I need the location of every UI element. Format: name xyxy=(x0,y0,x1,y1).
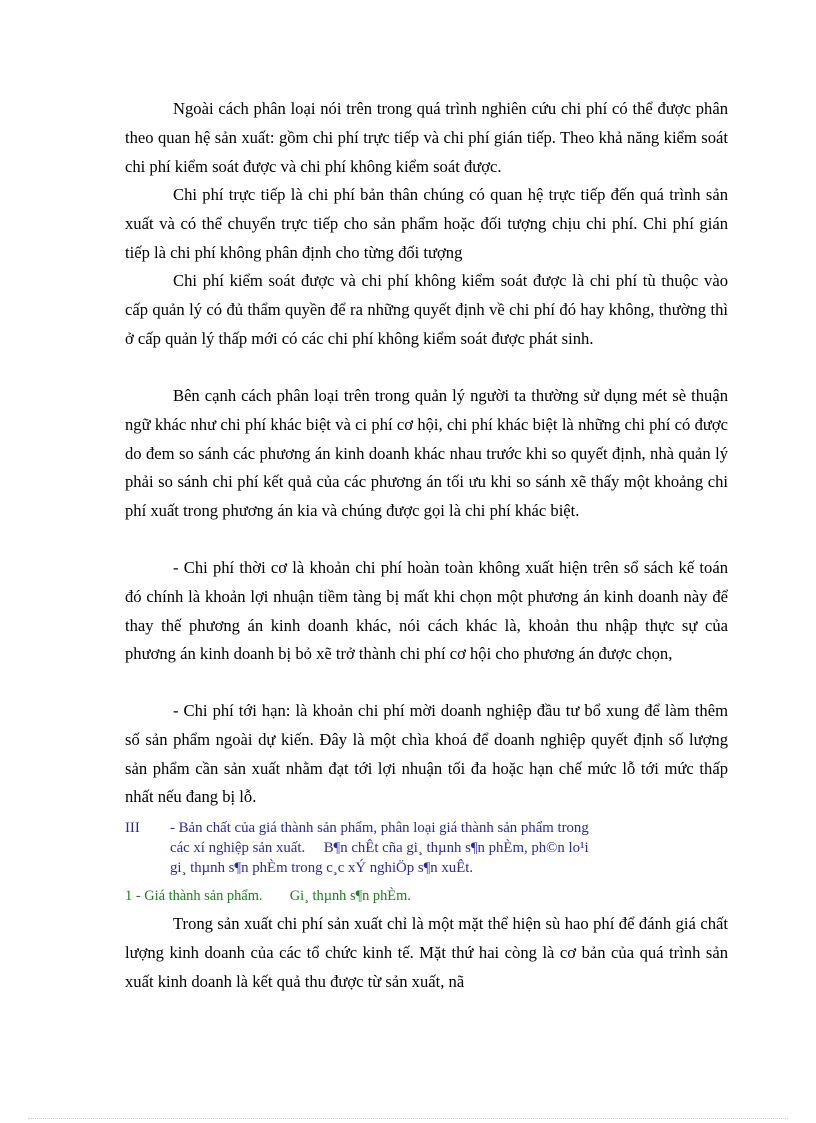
paragraph-controllable-cost: Chi phí kiểm soát được và chi phí không kiểm soát được là chi phí tù thuộc vào cấp quản lý có đủ thẩm quyền để ra những quyết định về chi phí đó hay không, thường thì ở cấp quản lý thấp mới có các chi phí không kiểm soát được phát sinh. xyxy=(125,271,728,348)
section-title-line1: - Bản chất của giá thành sản phẩm, phân loại giá thành sản phẩm trong xyxy=(170,820,589,836)
paragraph-direct-cost: Chi phí trực tiếp là chi phí bản thân chúng có quan hệ trực tiếp đến quá trình sản xuất và có thể chuyển trực tiếp cho sản phẩm hoặc đối tượng chịu chi phí. Chi phí gián tiếp là chi phí không phân định cho từng đối tượng xyxy=(125,185,728,262)
paragraph-production-cost: Trong sản xuất chi phí sản xuất chỉ là một mặt thể hiện sù hao phí để đánh giá chất lượng kinh doanh của các tổ chức kinh tế. Mặt thứ hai còng là cơ bản của quá trình sản xuất kinh doanh là kết quả thu được từ sản xuất, nã xyxy=(125,914,728,991)
section-heading xyxy=(125,818,730,878)
subsection-heading xyxy=(125,886,411,906)
section-title-line3: gi¸ thµnh s¶n phÈm trong c¸c xÝ nghiÖp s¶n xuÊt. xyxy=(170,860,474,876)
subsection-number: 1 xyxy=(125,888,133,904)
page-bottom-divider xyxy=(28,1118,788,1119)
section-title-line2: các xí nghiệp sản xuất. B¶n chÊt cña gi¸ thµnh s¶n phÈm, ph©n lo¹i xyxy=(170,840,589,856)
paragraph-differential-cost: Bên cạnh cách phân loại trên trong quản lý người ta thường sử dụng mét sè thuận ngữ khác như chi phí khác biệt và ci phí cơ hội, chi phí khác biệt là những chi phí có được do đem so sánh các phương án kinh doanh khác nhau trước khi so quyết định, nhà quản lý phải so sánh chi phí kết quả của các phương án tối ưu khi so sánh xẽ thấy một khoảng chi phí xuất trong phương án kia và chúng được gọi là chi phí khác biệt. xyxy=(125,386,728,521)
paragraph-classification: Ngoài cách phân loại nói trên trong quá trình nghiên cứu chi phí có thể được phân theo quan hệ sản xuất: gồm chi phí trực tiếp và chi phí gián tiếp. Theo khả năng kiểm soát chi phí kiểm soát được và chi phí không kiểm soát được. xyxy=(125,99,728,176)
paragraph-marginal-cost: - Chi phí tới hạn: là khoản chi phí mời doanh nghiệp đầu tư bổ xung để làm thêm số sản phẩm ngoài dự kiến. Đây là một chìa khoá để doanh nghiệp quyết định số lượng sản phẩm cần sản xuất nhằm đạt tới lợi nhuận tối đa hoặc hạn chế mức lỗ tới mức thấp nhất nếu đang bị lỗ. xyxy=(125,701,728,807)
subsection-title: - Giá thành sản phẩm. xyxy=(135,888,263,904)
subsection-title-garbled: Gi¸ thµnh s¶n phÈm. xyxy=(289,888,411,904)
paragraph-opportunity-cost: - Chi phí thời cơ là khoản chi phí hoàn toàn không xuất hiện trên sổ sách kế toán đó chính là khoản lợi nhuận tiềm tàng bị mất khi chọn một phương án kinh doanh này để thay thế phương án kinh doanh khác, nói cách khác là, khoản thu nhập thực sự của phương án kinh doanh bị bỏ xẽ trở thành chi phí cơ hội cho phương án được chọn, xyxy=(125,558,728,664)
section-number: III xyxy=(125,820,140,836)
